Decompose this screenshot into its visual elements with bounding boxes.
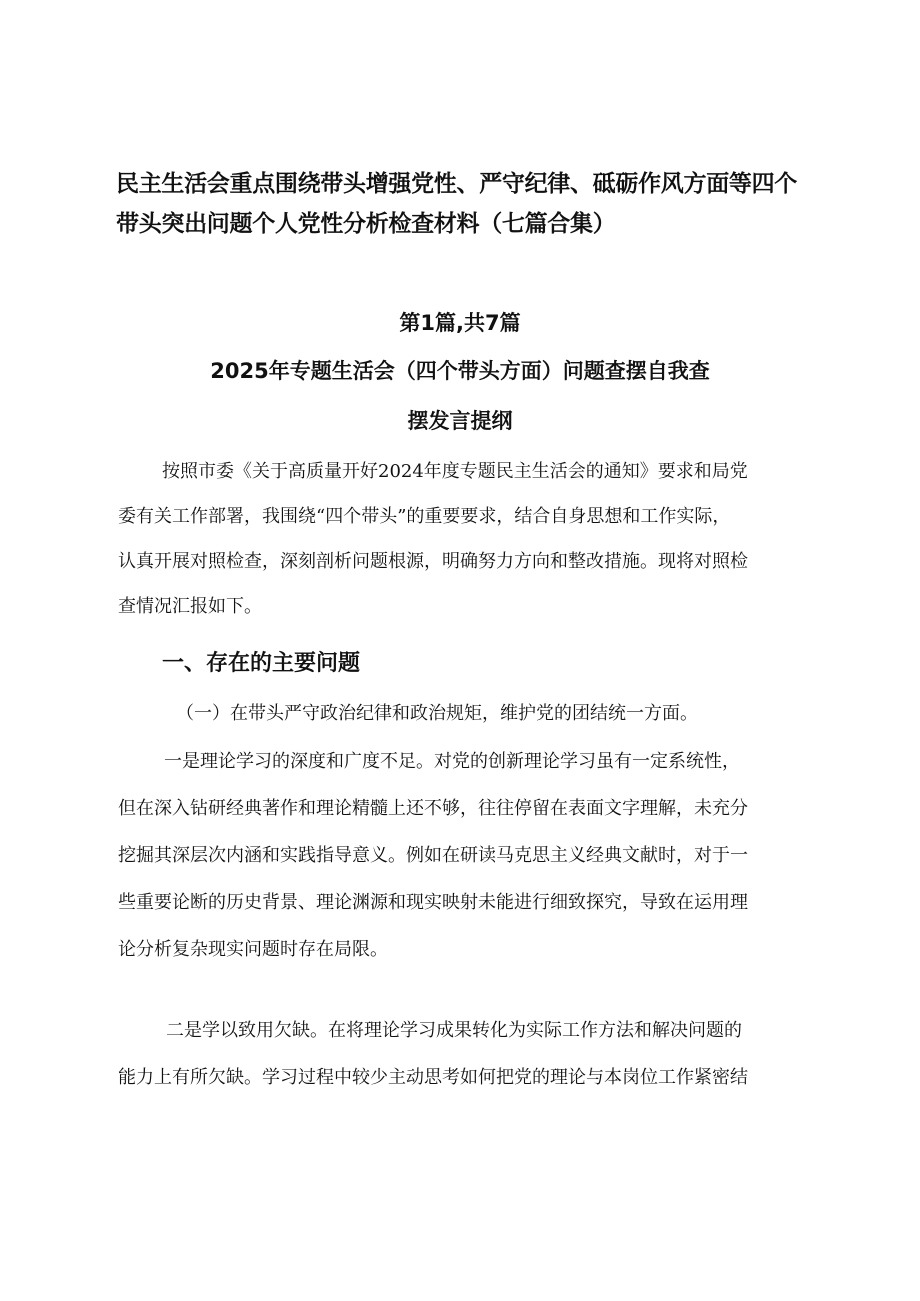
intro-line-2: 委有关工作部署，我围绕“四个带头”的重要要求，结合自身思想和工作实际， <box>118 506 731 527</box>
article-title-line-2: 摆发言提纲 <box>407 409 513 433</box>
point-1-line-2: 但在深入钻研经典著作和理论精髓上还不够，往往停留在表面文字理解，未充分 <box>118 798 748 819</box>
point-2-line-2: 能力上有所欠缺。学习过程中较少主动思考如何把党的理论与本岗位工作紧密结 <box>118 1067 748 1088</box>
section-heading-problems: 一、存在的主要问题 <box>162 651 361 676</box>
point-1-line-3: 挖掘其深层次内涵和实践指导意义。例如在研读马克思主义经典文献时，对于一 <box>118 845 748 866</box>
intro-line-4: 查情况汇报如下。 <box>118 596 262 617</box>
intro-line-3: 认真开展对照检查，深刻剖析问题根源，明确努力方向和整改措施。现将对照检 <box>118 551 748 572</box>
part-label: 第1篇,共7篇 <box>399 311 521 335</box>
point-2-line-1: 二是学以致用欠缺。在将理论学习成果转化为实际工作方法和解决问题的 <box>166 1020 742 1041</box>
article-title-line-1: 2025年专题生活会（四个带头方面）问题查摆自我查 <box>210 359 710 383</box>
point-1-line-5: 论分析复杂现实问题时存在局限。 <box>118 939 388 960</box>
point-1-line-1: 一是理论学习的深度和广度不足。对党的创新理论学习虽有一定系统性， <box>164 751 740 772</box>
document-title-line-1: 民主生活会重点围绕带头增强党性、严守纪律、砥砺作风方面等四个 <box>116 171 798 197</box>
subsection-heading: （一）在带头严守政治纪律和政治规矩，维护党的团结统一方面。 <box>176 703 698 724</box>
point-1-line-4: 些重要论断的历史背景、理论渊源和现实映射未能进行细致探究，导致在运用理 <box>118 892 748 913</box>
document-title-line-2: 带头突出问题个人党性分析检查材料（七篇合集） <box>116 211 616 237</box>
intro-line-1: 按照市委《关于高质量开好2024年度专题民主生活会的通知》要求和局党 <box>162 461 748 482</box>
document-title <box>116 164 816 244</box>
